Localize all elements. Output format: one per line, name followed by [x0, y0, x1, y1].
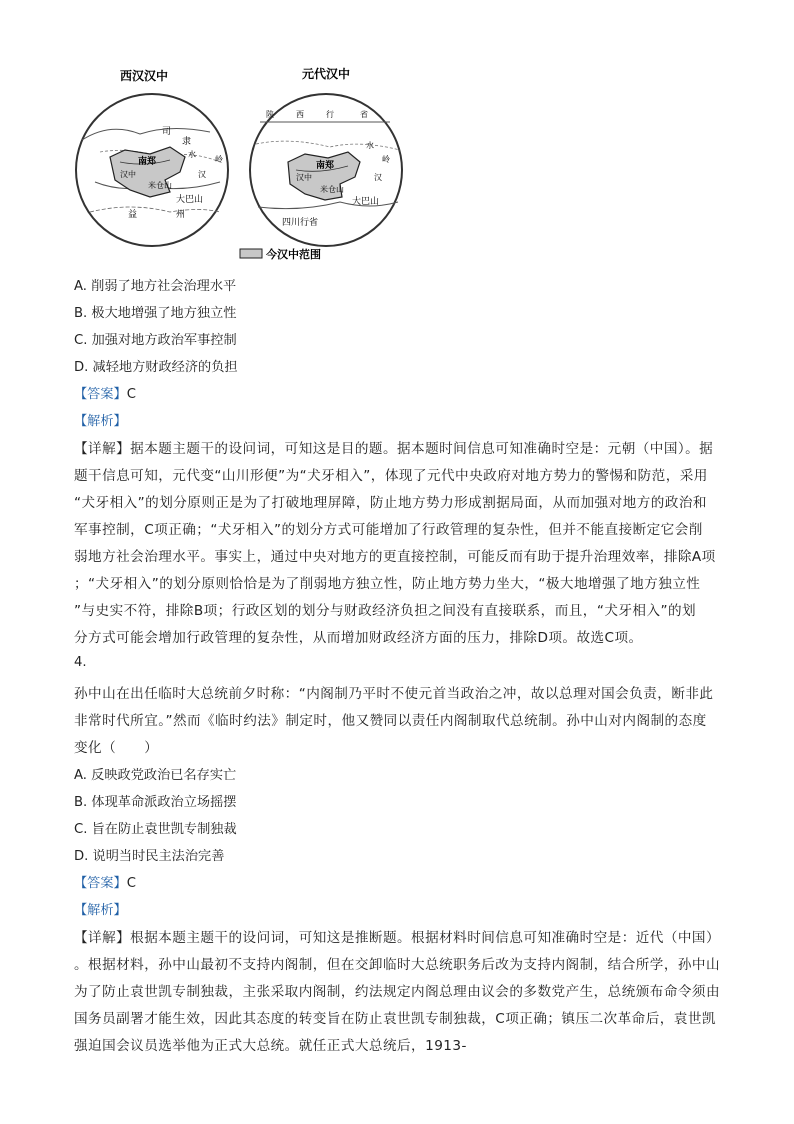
- q4-analysis-tag: 【解析】: [74, 903, 127, 918]
- right-map-label-shui: 水: [366, 141, 374, 150]
- q3-detail-line-2: 题干信息可知，元代变“山川形便”为“犬牙相入”，体现了元代中央政府对地方势力的警惕和防范，采用: [74, 468, 708, 484]
- q4-detail-line-5: 强迫国会议员选举他为正式大总统。就任正式大总统后，1913-: [74, 1038, 467, 1054]
- left-map-label-si: 司: [162, 127, 172, 137]
- right-map-label-hanzhong: 汉中: [296, 173, 312, 182]
- q3-option-a: A. 削弱了地方社会治理水平: [74, 279, 237, 294]
- right-map-label-dabashan: 大巴山: [352, 197, 380, 207]
- q3-option-d: D. 减轻地方财政经济的负担: [74, 360, 238, 375]
- left-map-title: 西汉汉中: [120, 69, 169, 83]
- right-map-label-micangshan: 米仓山: [320, 185, 344, 194]
- q3-detail-line-3: “犬牙相入”的划分原则正是为了打破地理屏障，防止地方势力形成割据局面，从而加强对地方的政治和: [74, 495, 707, 511]
- q3-detail-line-1: 【详解】据本题主题干的设问词，可知这是目的题。据本题时间信息可知准确时空是：元朝（中国）。据: [74, 441, 714, 457]
- q3-answer-tag: 【答案】: [74, 387, 127, 402]
- historical-maps-figure: [70, 62, 420, 272]
- q4-stem-line-3: 变化（ ）: [74, 740, 159, 756]
- q4-detail-line-3: 为了防止袁世凯专制独裁，主张采取内阁制，约法规定内阁总理由议会的多数党产生，总统颁布命令须由: [74, 984, 721, 1000]
- left-map-label-hanzhong: 汉中: [120, 170, 136, 179]
- q3-detail-line-6: ；“犬牙相入”的划分原则恰恰是为了削弱地方独立性，防止地方势力坐大，“极大地增强了地方独立性: [74, 576, 701, 592]
- q4-stem-line-1: 孙中山在出任临时大总统前夕时称：“内阁制乃平时不使元首当政治之冲，故以总理对国会负责，断非此: [74, 686, 714, 702]
- left-map: [76, 68, 228, 246]
- left-map-label-yi: 益: [128, 210, 138, 220]
- right-map-title: 元代汉中: [302, 67, 351, 81]
- left-map-label-shui: 水: [188, 150, 196, 159]
- q4-number: 4.: [74, 655, 87, 670]
- q4-option-d: D. 说明当时民主法治完善: [74, 849, 225, 864]
- left-map-label-li: 隶: [182, 137, 192, 147]
- q3-detail-line-7: ”与史实不符，排除B项；行政区划的划分与财政经济负担之间没有直接联系，而且，“犬牙相入”的划: [74, 603, 697, 619]
- q3-option-b: B. 极大地增强了地方独立性: [74, 306, 237, 321]
- left-map-label-micangshan: 米仓山: [148, 181, 172, 190]
- left-map-label-zhou: 州: [176, 210, 186, 220]
- q4-answer: [74, 872, 136, 891]
- q3-detail-line-8: 分方式可能会增加行政管理的复杂性，从而增加财政经济方面的压力，排除D项。故选C项。: [74, 630, 643, 646]
- q4-option-a: A. 反映政党政治已名存实亡: [74, 768, 237, 783]
- legend-label: 今汉中范围: [266, 248, 321, 261]
- right-map-label-sheng: 省: [360, 110, 368, 119]
- q4-stem-line-2: 非常时代所宜。”然而《临时约法》制定时，他又赞同以责任内阁制取代总统制。孙中山对内阁制的态度: [74, 713, 707, 729]
- q4-detail-line-1: 【详解】根据本题主题干的设问词，可知这是推断题。根据材料时间信息可知准确时空是：近代（中国）: [74, 930, 721, 946]
- right-map-label-nanzheng: 南郑: [316, 161, 335, 171]
- q4-answer-tag: 【答案】: [74, 876, 127, 891]
- legend-swatch: [240, 249, 262, 258]
- right-map-label-han: 汉: [374, 173, 382, 182]
- q3-answer: [74, 383, 136, 402]
- right-map-label-xi: 西: [296, 110, 304, 119]
- q4-option-b: B. 体现革命派政治立场摇摆: [74, 795, 237, 810]
- maps-svg: [70, 62, 420, 272]
- right-map-label-sichuan: 四川行省: [282, 218, 319, 228]
- left-map-label-ling: 岭: [215, 155, 223, 164]
- q3-answer-value: C: [126, 387, 136, 402]
- q3-analysis-tag: 【解析】: [74, 414, 127, 429]
- q4-detail-line-4: 国务员副署才能生效，因此其态度的转变旨在防止袁世凯专制独裁，C项正确；镇压二次革命后，袁世凯: [74, 1011, 716, 1027]
- right-map-label-xing: 行: [326, 110, 334, 119]
- q3-detail-line-5: 弱地方社会治理水平。事实上，通过中央对地方的更直接控制，可能反而有助于提升治理效率，排除A项: [74, 549, 716, 565]
- q3-option-c: C. 加强对地方政治军事控制: [74, 333, 237, 348]
- q4-option-c: C. 旨在防止袁世凯专制独裁: [74, 822, 237, 837]
- map-legend: [240, 247, 321, 261]
- left-map-label-dabashan: 大巴山: [176, 195, 204, 205]
- q3-detail-line-4: 军事控制，C项正确；“犬牙相入”的划分方式可能增加了行政管理的复杂性，但并不能直接断定它会削: [74, 522, 703, 538]
- right-map-label-shan: 陕: [266, 110, 274, 119]
- q4-answer-value: C: [126, 876, 136, 891]
- right-map: [250, 66, 402, 246]
- left-map-label-han: 汉: [198, 170, 206, 179]
- q4-detail-line-2: 。根据材料，孙中山最初不支持内阁制，但在交卸临时大总统职务后改为支持内阁制，结合所学，孙中山: [74, 957, 721, 973]
- right-map-label-ling: 岭: [382, 155, 390, 164]
- left-map-label-nanzheng: 南郑: [138, 157, 157, 167]
